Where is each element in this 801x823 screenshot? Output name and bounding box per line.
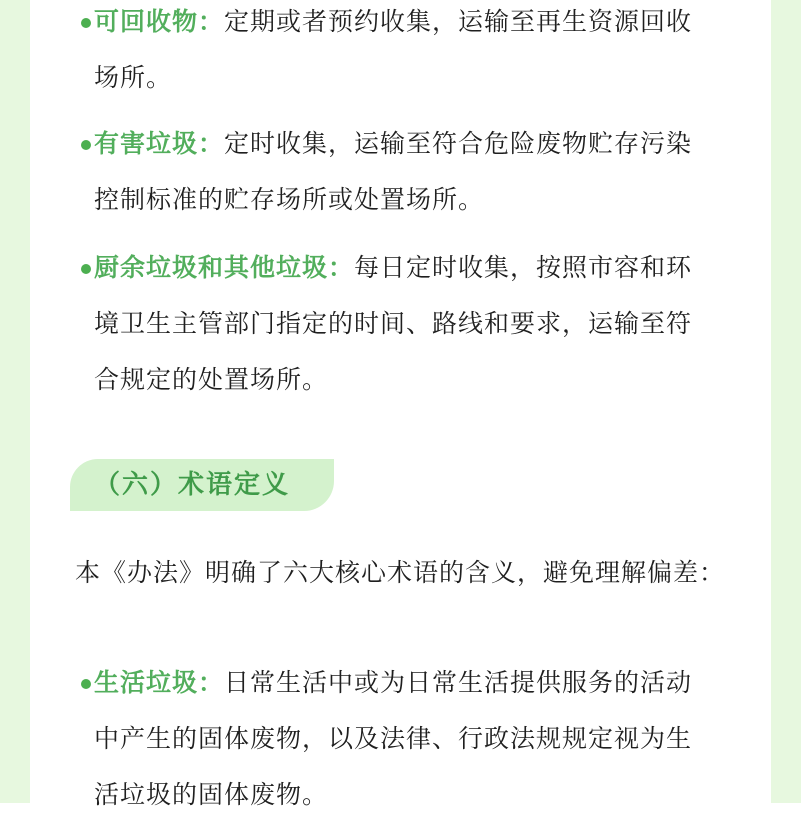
section-heading-band xyxy=(70,459,334,511)
term-label: 可回收物： xyxy=(94,7,225,36)
term-label: 有害垃圾： xyxy=(94,129,225,158)
bullet-dot-icon xyxy=(81,679,91,689)
intro-paragraph: 本《办法》明确了六大核心术语的含义，避免理解偏差： xyxy=(75,558,726,587)
list-item-hazardous xyxy=(94,116,714,228)
left-border xyxy=(0,0,30,803)
bullet-dot-icon xyxy=(81,18,91,28)
right-border xyxy=(771,0,801,803)
term-description: 日常生活中或为日常生活提供服务的活动中产生的固体废物，以及法律、行政法规规定视为生活垃圾的固体废物。 xyxy=(94,668,693,809)
list-item-domestic-waste xyxy=(94,655,714,823)
term-label: 生活垃圾： xyxy=(94,668,225,697)
term-description: 定时收集，运输至符合危险废物贮存污染控制标准的贮存场所或处置场所。 xyxy=(94,129,693,214)
term-label: 厨余垃圾和其他垃圾： xyxy=(94,253,355,282)
term-description: 定期或者预约收集，运输至再生资源回收场所。 xyxy=(94,7,693,92)
list-item-recyclable xyxy=(94,0,714,106)
list-item-kitchen-other xyxy=(94,240,714,408)
bullet-dot-icon xyxy=(81,264,91,274)
term-description: 每日定时收集，按照市容和环境卫生主管部门指定的时间、路线和要求，运输至符合规定的处置场所。 xyxy=(94,253,693,394)
bullet-dot-icon xyxy=(81,140,91,150)
section-heading: （六）术语定义 xyxy=(94,470,291,500)
